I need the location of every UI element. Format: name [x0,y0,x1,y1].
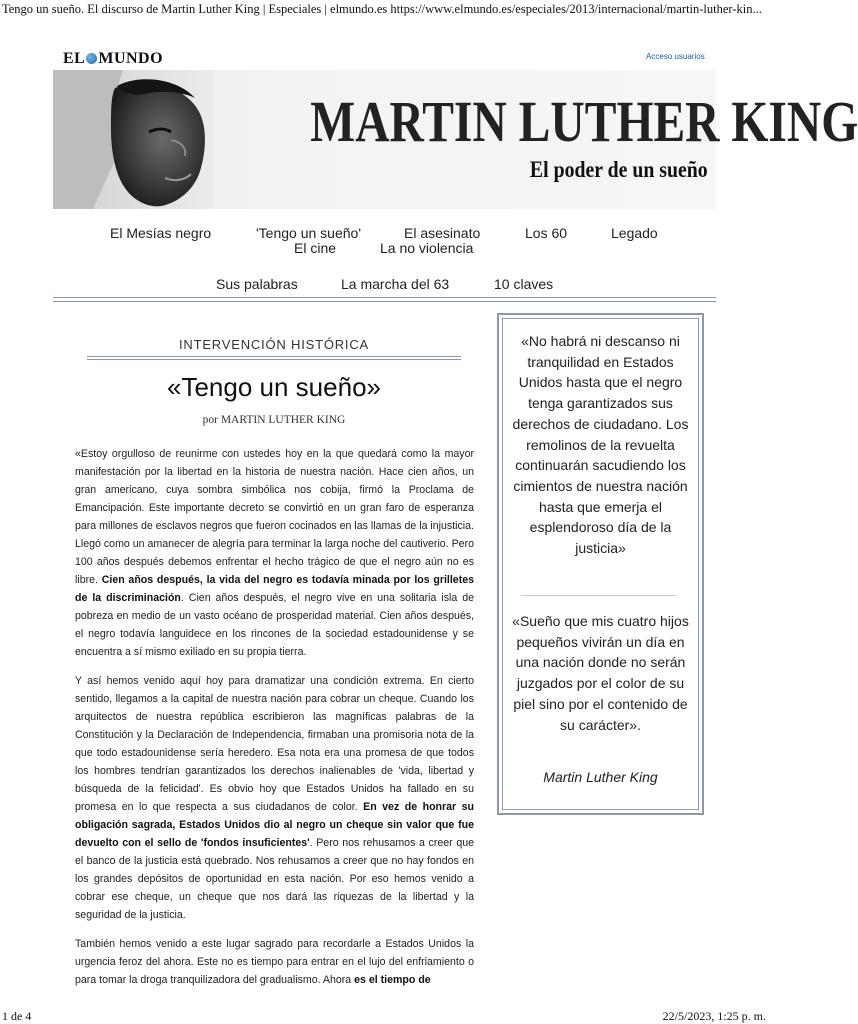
article-byline: por MARTIN LUTHER KING [202,414,346,426]
paragraph-3-text: También hemos venido a este lugar sagrado para recordarle a Estados Unidos la urgencia feroz del ahora. Este no es tiempo para entrar en el lujo del enfriamiento o para tomar la droga tranquilizadora del gradualismo. Ahora [75,938,474,986]
elmundo-logo[interactable] [63,50,163,68]
print-datetime: 22/5/2023, 1:25 p. m. [662,1009,766,1023]
paragraph-1-text: «Estoy orgulloso de reunirme con ustedes hoy en la que quedará como la mayor manifestación por la libertad en la historia de nuestra nación. Hace cien años, un gran americano, cuya sombra simbólica nos cobija, firmó la Proclama de Emancipación. Este importante decreto se convirtió en un gran faro de esperanza para millones de esclavos negros que fueron cocinados en las llamas de la injusticia. Llegó como un amanecer de alegría para terminar la larga noche del cautiverio. Pero 100 años después debemos enfrentar el hecho trágico de que el negro aún no es libre. [75,448,474,586]
paragraph-2-text-end: . Pero nos rehusamos a creer que el banco de la justicia está quebrado. Nos rehusamos a creer que no hay fondos en los grandes depósitos de oportunidad en esta nación. Por eso hemos venido a cobrar ese cheque, un cheque que nos dará las riquezas de la libertad y la seguridad de la justicia. [75,837,474,921]
nav-el-cine[interactable]: El cine [294,240,337,256]
nav-10-claves[interactable]: 10 claves [494,276,554,292]
sidebar-quote-author: Martin Luther King [543,769,658,785]
article-headline: «Tengo un sueño» [167,372,381,402]
sidebar-quote-1: «No habrá ni descanso ni tranquilidad en Estados Unidos hasta que el negro tenga garantizados sus derechos de ciudadano. Los remolinos de la revuelta continuarán sacudiendo los cimientos de nuestra nación hasta que emerja el esplendoroso día de la justicia» [512,333,689,557]
kicker-divider [87,356,461,360]
paragraph-3-bold: es el tiempo de [354,974,431,986]
paragraph-2 [75,672,474,924]
print-footer [0,1008,768,1024]
nav-asesinato[interactable]: El asesinato [404,225,481,241]
nav-los-60[interactable]: Los 60 [525,225,568,241]
paragraph-1-text-end: . Cien años después, el negro vive en una solitaria isla de pobreza en medio de un vasto océano de prosperidad material. Cien años después, el negro todavía languidece en los rincones de la sociedad estadounidense y se encuentra a sí mismo exiliado en su propia tierra. [75,592,474,658]
logo-text-left: EL [63,50,86,67]
nav-no-violencia[interactable]: La no violencia [380,240,474,256]
page-number: 1 de 4 [2,1009,32,1023]
paragraph-1 [75,445,474,661]
paragraph-2-text: Y así hemos venido aquí hoy para dramatizar una condición extrema. En cierto sentido, llegamos a la capital de nuestra nación para cobrar un cheque. Cuando los arquitectos de nuestra república escribieron las magníficas palabras de la Constitución y la Declaración de Independencia, firmaban una promisoria nota de la que todo estadounidense sería heredero. Esa nota era una promesa de que todos los hombres tendrían garantizados los derechos inalienables de 'vida, libertad y búsqueda de la felicidad'. Es obvio hoy que Estados Unidos ha fallado en su promesa en lo que respecta a sus ciudadanos de color. [75,675,474,813]
nav-sus-palabras[interactable]: Sus palabras [216,276,298,292]
quote-sidebar [497,313,704,815]
nav-divider [53,297,716,302]
nav-mesias-negro[interactable]: El Mesías negro [110,225,212,241]
globe-icon [86,53,97,64]
article-body [75,445,474,1000]
sidebar-quote-2: «Sueño que mis cuatro hijos pequeños vivirán un día en una nación donde no serán juzgados por el color de su piel sino por el contenido de su carácter». [512,613,689,733]
paragraph-3 [75,935,474,989]
header-banner [53,70,858,209]
article-kicker: INTERVENCIÓN HISTÓRICA [179,337,369,352]
nav-legado[interactable]: Legado [611,225,658,241]
paragraph-2-bold: En vez de honrar su obligación sagrada, Estados Unidos dio al negro un cheque sin valor que fue devuelto con el sello de 'fondos insuficientes' [75,801,474,849]
logo-text-right: MUNDO [98,50,164,67]
banner-title: MARTIN LUTHER KING [310,89,858,154]
nav-tengo-un-sueno[interactable]: 'Tengo un sueño' [256,225,361,241]
nav-marcha-63[interactable]: La marcha del 63 [341,276,450,292]
paragraph-1-bold: Cien años después, la vida del negro es todavía minada por los grilletes de la discriminación [75,574,475,604]
quote-divider [521,595,676,596]
mlk-portrait-icon [53,70,213,209]
banner-subtitle: El poder de un sueño [530,157,708,182]
access-users-link[interactable]: Acceso usuarios [646,52,705,61]
print-header: Tengo un sueño. El discurso de Martin Luther King | Especiales | elmundo.es https://www.elmundo.es/especiales/2013/internacional/martin-luther-kin... [2,2,762,16]
